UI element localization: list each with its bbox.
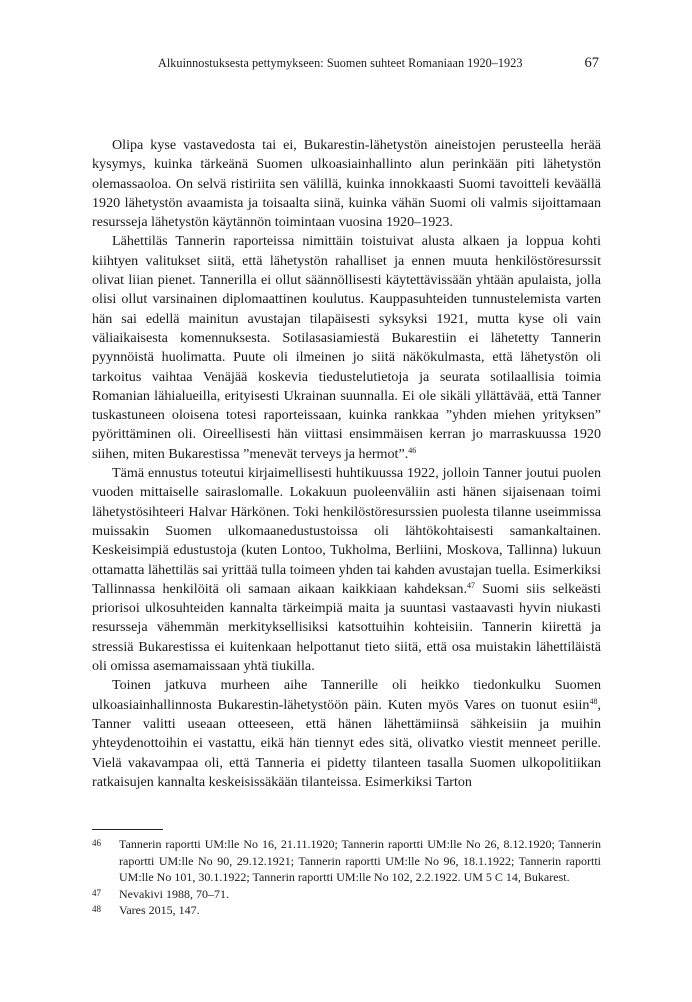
page-number: 67 <box>584 55 599 71</box>
paragraph <box>92 136 601 232</box>
paragraph <box>92 232 601 464</box>
footnote <box>92 886 601 903</box>
footnote-text: Vares 2015, 147. <box>119 903 200 918</box>
paragraph-text: Olipa kyse vastavedosta tai ei, Bukarestin-lähetystön aineistojen perusteella herää kysymys, kuinka tärkeänä Suomen ulkoasiainhallinto alun perinkään piti lähetystön olemassaoloa. On selvä ristiriita sen välillä, kuinka innokkaasti Suomi tavoitteli keväällä 1920 lähetystön avaamista ja toisaalta siinä, kuinka vähän Suomi oli valmis sijoittamaan resursseja lähetystön käytännön toimintaan vuosina 1920–1923. <box>92 137 601 231</box>
running-header <box>92 56 601 76</box>
paragraph-text: Lähettiläs Tannerin raporteissa nimittäin toistuivat alusta alkaen ja loppua kohti kiihtyen valitukset siitä, että lähetystön rahalliset ja ennen muuta henkilöstöresurssit olivat liian pienet. Tannerilla ei ollut säännöllisesti käytettävissään yhtään apulaista, jolla olisi ollut varsinainen diplomaattinen koulutus. Kauppasuhteiden tunnustelemista varten hän sai edellä mainitun avustajan tilapäisesti syksyksi 1921, mutta kyse oli vain väliaikaisesta komennuksesta. Sotilasasiamiestä Bukarestiin ei lähetetty Tannerin pyynnöistä huolimatta. Puute oli ilmeinen jo siitä näkökulmasta, että lähetystön oli tarkoitus vaihtaa Venäjää koskevia tiedustelutietoja ja seurata sotilaallisia toimia Romanian lähialueilla, erityisesti Ukrainan suunnalla. Ei ole sikäli yllättävää, että Tanner tuskastuneen oloisena totesi raporteissaan, kuinka rankkaa ”yhden miehen yrityksen” pyörittäminen oli. Oireellisesti hän viittasi ensimmäisen kerran jo marraskuussa 1920 siihen, miten Bukarestissa ”menevät terveys ja hermot”. <box>92 233 601 462</box>
footnote-ref[interactable]: 48 <box>589 696 598 706</box>
footnote-number: 48 <box>92 904 101 915</box>
footnote-ref[interactable]: 46 <box>408 445 417 455</box>
paragraph-text: Tämä ennustus toteutui kirjaimellisesti huhtikuussa 1922, jolloin Tanner joutui puolen vuoden mittaiselle sairaslomalle. Lokakuun puoleenväliin asti hänen sijaisenaan toimi lähetystösihteeri Halvar Härkönen. Toki henkilöstöresurssien puolesta tilanne useimmissa muissakin Suomen ulkomaanedustustoissa oli lähtökohtaisesti samankaltainen. Keskeisimpiä edustustoja (kuten Lontoo, Tukholma, Berliini, Moskova, Tallinna) lukuun ottamatta lähettiläs sai yrittää tulla toimeen yhden tai kahden avustajan tuella. Esimerkiksi Tallinnassa henkilöitä oli samaan aikaan kaikkiaan kahdeksan. <box>92 465 601 597</box>
paragraph-text: Toinen jatkuva murheen aihe Tannerille oli heikko tiedonkulku Suomen ulkoasiainhallinnosta Bukarestin-lähetystöön päin. Kuten myös Vares on tuonut esiin <box>92 677 601 713</box>
footnote-divider <box>92 829 163 830</box>
running-title: Alkuinnostuksesta pettymykseen: Suomen suhteet Romaniaan 1920–1923 <box>158 56 523 70</box>
body-text <box>92 136 601 792</box>
paragraph-text-continued: , Tanner valitti useaan otteeseen, että hänen lähettämiinsä sähkeisiin ja muihin yhteydenottoihin ei vastattu, eikä hän tiennyt edes sitä, olivatko viestit menneet perille. Vielä vakavampaa oli, että Tanneria ei pidetty tilanteen tasalla Suomen ulkopolitiikan ratkaisujen kannalta keskeisissäkään tilanteissa. Esimerkiksi Tarton <box>92 696 601 790</box>
footnote <box>92 836 601 886</box>
footnote <box>92 902 601 919</box>
paragraph-text-continued: Suomi siis selkeästi priorisoi ulkosuhteiden kannalta tärkeimpiä maita ja suuntasi vastaavasti hyvin niukasti resursseja vähemmän merkityksellisiksi katsottuihin kohteisiin. Tannerin kiirettä ja stressiä Bukarestissa ei kuitenkaan helpottanut tieto siitä, että osa muistakin lähettiläistä oli omissa asemamaissaan yhtä tiukilla. <box>92 580 601 675</box>
paragraph <box>92 676 601 792</box>
footnote-text: Tannerin raportti UM:lle No 16, 21.11.1920; Tannerin raportti UM:lle No 26, 8.12.1920; Tannerin raportti UM:lle No 90, 29.12.1921; Tannerin raportti UM:lle No 96, 18.1.1922; Tannerin raportti UM:lle No 101, 30.1.1922; Tannerin raportti UM:lle No 102, 2.2.1922. UM 5 C 14, Bukarest. <box>119 837 601 885</box>
footnote-number: 47 <box>92 887 101 898</box>
footnote-text: Nevakivi 1988, 70–71. <box>119 886 229 901</box>
paragraph <box>92 464 601 676</box>
footnotes <box>92 836 601 919</box>
footnote-ref[interactable]: 47 <box>467 580 475 590</box>
footnote-number: 46 <box>92 838 101 848</box>
